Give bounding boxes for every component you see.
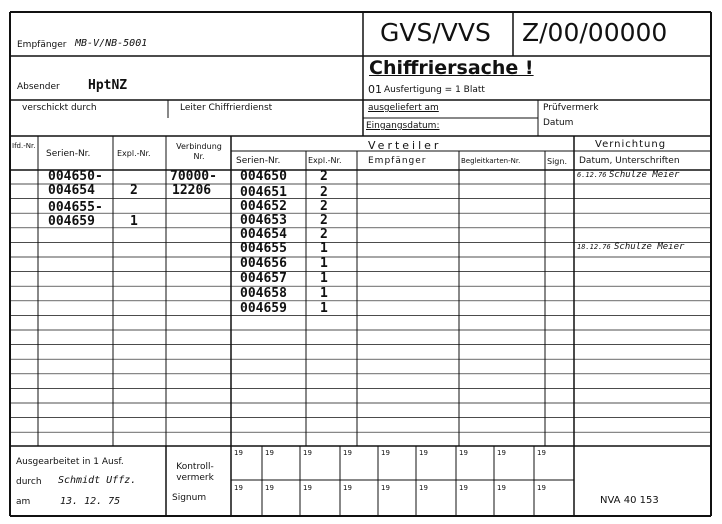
year-prefix: 19 [459, 449, 468, 457]
form-number: NVA 40 153 [600, 495, 659, 506]
year-prefix: 19 [537, 484, 546, 492]
am-label: am [16, 497, 31, 507]
datum-label: Datum [543, 118, 574, 128]
col-empfaenger: Empfänger [368, 156, 427, 166]
year-prefix: 19 [265, 484, 274, 492]
signum-label: Signum [172, 493, 207, 503]
vernichtung-names-2: Schulze Meier [614, 242, 685, 252]
year-prefix: 19 [459, 484, 468, 492]
year-prefix: 19 [419, 484, 428, 492]
col-begleitkarten: Begleitkarten-Nr. [461, 157, 521, 165]
reference-number: Z/00/00000 [522, 18, 668, 47]
left-serien-2: 004654 [48, 183, 95, 198]
ausgeliefert-label: ausgeliefert am [368, 103, 439, 113]
vernichtung-date-1: 6.12.76 [577, 171, 607, 179]
verteiler-expl-4: 2 [320, 213, 328, 228]
year-prefix: 19 [303, 484, 312, 492]
ausgearbeitet-label: Ausgearbeitet in 1 Ausf. [16, 457, 124, 467]
verteiler-expl-1: 2 [320, 169, 328, 184]
verteiler-serien-3: 004652 [240, 199, 287, 214]
leiter-label: Leiter Chiffrierdienst [180, 103, 273, 113]
verteiler-serien-5: 004654 [240, 227, 287, 242]
pruefvermerk-label: Prüfvermerk [543, 103, 599, 113]
year-prefix: 19 [497, 449, 506, 457]
verteiler-serien-1: 004650 [240, 169, 287, 184]
verteiler-serien-7: 004656 [240, 256, 287, 271]
col-vernichtung: Vernichtung [595, 139, 667, 150]
left-expl-4: 1 [130, 214, 138, 229]
year-prefix: 19 [234, 484, 243, 492]
col-v-serien-nr: Serien-Nr. [236, 156, 281, 166]
durch-value: Schmidt Uffz. [58, 475, 137, 486]
col-serien-nr: Serien-Nr. [46, 149, 91, 159]
verteiler-serien-4: 004653 [240, 213, 287, 228]
durch-label: durch [16, 477, 42, 487]
left-expl-2: 2 [130, 183, 138, 198]
col-expl-nr: Expl.-Nr. [117, 149, 151, 158]
year-prefix: 19 [343, 484, 352, 492]
ausfertigung-number: 01 [368, 83, 382, 96]
verteiler-expl-2: 2 [320, 185, 328, 200]
verteiler-serien-8: 004657 [240, 271, 287, 286]
verteiler-serien-2: 004651 [240, 185, 287, 200]
left-verbindung-2: 12206 [172, 183, 212, 198]
left-verbindung-1: 70000- [170, 169, 217, 184]
verteiler-expl-3: 2 [320, 199, 328, 214]
verteiler-expl-10: 1 [320, 301, 328, 316]
left-serien-3: 004655- [48, 200, 103, 215]
col-sign: Sign. [547, 157, 567, 166]
doc-type: Chiffriersache ! [369, 57, 534, 79]
verteiler-expl-9: 1 [320, 286, 328, 301]
year-prefix: 19 [381, 484, 390, 492]
year-prefix: 19 [537, 449, 546, 457]
col-verbindung-nr: Verbindung Nr. [176, 142, 222, 161]
kontrollvermerk-label: Kontroll-vermerk [176, 462, 214, 484]
am-value: 13. 12. 75 [60, 496, 121, 507]
col-v-expl-nr: Expl.-Nr. [308, 156, 342, 165]
verteiler-expl-8: 1 [320, 271, 328, 286]
absender-label: Absender [17, 82, 60, 92]
verteiler-expl-6: 1 [320, 241, 328, 256]
year-prefix: 19 [343, 449, 352, 457]
year-prefix: 19 [419, 449, 428, 457]
vernichtung-date-2: 18.12.76 [577, 243, 611, 251]
year-prefix: 19 [497, 484, 506, 492]
col-verteiler: Verteiler [368, 139, 442, 152]
left-serien-4: 004659 [48, 214, 95, 229]
absender-value: HptNZ [88, 78, 128, 93]
classification: GVS/VVS [380, 18, 491, 47]
ausfertigung-text: Ausfertigung = 1 Blatt [384, 85, 485, 95]
empfaenger-value: MB-V/NB-5001 [75, 38, 148, 49]
col-vernichtung-sub: Datum, Unterschriften [579, 156, 680, 166]
verteiler-expl-5: 2 [320, 227, 328, 242]
vernichtung-names-1: Schulze Meier [609, 170, 680, 180]
verteiler-serien-6: 004655 [240, 241, 287, 256]
year-prefix: 19 [265, 449, 274, 457]
col-lfd-nr: Ifd.-Nr. [12, 142, 36, 150]
year-prefix: 19 [381, 449, 390, 457]
empfaenger-label: Empfänger [17, 40, 67, 50]
verteiler-serien-10: 004659 [240, 301, 287, 316]
eingangsdatum-label: Eingangsdatum: [366, 121, 440, 131]
verschickt-label: verschickt durch [22, 103, 97, 113]
year-prefix: 19 [303, 449, 312, 457]
left-serien-1: 004650- [48, 169, 103, 184]
verteiler-serien-9: 004658 [240, 286, 287, 301]
year-prefix: 19 [234, 449, 243, 457]
verteiler-expl-7: 1 [320, 256, 328, 271]
